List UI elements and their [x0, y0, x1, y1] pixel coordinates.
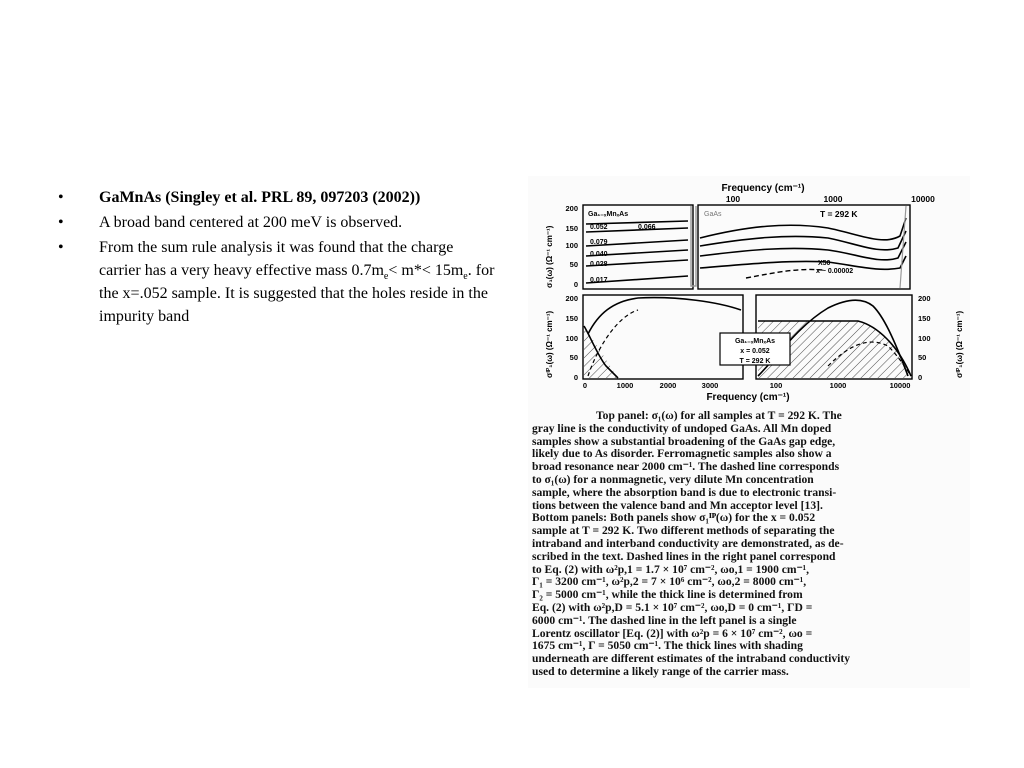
y-tick: 0	[918, 373, 923, 382]
y-tick: 50	[569, 260, 578, 269]
y-tick: 150	[918, 314, 931, 323]
caption-line: used to determine a likely range of the carrier mass.	[532, 664, 789, 678]
caption-line: Eq. (2) with ω²p,D = 5.1 × 10⁷ cm⁻², ωo,D = 0 cm⁻¹, ΓD =	[532, 600, 813, 614]
x-tick: 10000	[889, 381, 911, 390]
caption-line: 6000 cm⁻¹. The dashed line in the left panel is a single	[532, 613, 797, 627]
sum-rule-part-2: < m*< 15m	[388, 262, 464, 279]
sample-label-0040: 0.040	[590, 251, 608, 258]
top-axis-tick: 1000	[823, 194, 843, 204]
y-tick: 200	[565, 204, 578, 213]
legend-line-3: T = 292 K	[739, 358, 771, 365]
y-tick: 50	[569, 353, 578, 362]
caption-line: to Eq. (2) with ω²p,1 = 1.7 × 10⁷ cm⁻², ωo,1 = 1900 cm⁻¹,	[532, 562, 810, 576]
sample-label-0052: 0.052	[590, 224, 608, 231]
bullet-text-sum-rule	[99, 236, 498, 328]
bullet-marker: •	[58, 214, 64, 231]
bullet-item-1	[58, 186, 498, 209]
sample-label-0028: 0.028	[590, 261, 608, 268]
dilute-label: x ~ 0.00002	[816, 268, 854, 275]
y-tick: 0	[573, 373, 578, 382]
x50-label: X50	[818, 260, 831, 267]
x-tick: 2000	[659, 381, 677, 390]
y-tick: 100	[565, 241, 578, 250]
caption-line: tions between the valence band and Mn acceptor level [13].	[532, 498, 823, 512]
y-axis-label-top: σ₁(ω) (Ω⁻¹ cm⁻¹)	[545, 225, 554, 288]
legend-line-1: Ga₁₋ₓMnₓAs	[734, 338, 776, 345]
gaas-label: GaAs	[704, 211, 722, 218]
y-tick: 100	[918, 334, 931, 343]
y-tick: 100	[565, 334, 578, 343]
top-right-curves	[700, 218, 906, 269]
top-right-panel-frame	[698, 205, 910, 289]
bullet-marker: •	[58, 239, 64, 256]
top-axis-tick: 100	[725, 194, 741, 204]
sum-rule-part-3: . for the x=.052 sample. It is suggested that the holes reside in the impurity band	[99, 262, 495, 325]
caption-line: 1675 cm⁻¹, Γ = 5050 cm⁻¹. The thick lines with shading	[532, 639, 803, 653]
y-tick: 50	[918, 353, 927, 362]
bottom-left-shading	[584, 326, 618, 378]
caption-line: likely due to As disorder. Ferromagnetic samples also show a	[532, 447, 832, 461]
y-tick: 150	[565, 314, 578, 323]
caption-line: sample, where the absorption band is due to electronic transi-	[532, 485, 837, 499]
y-axis-label-bottom-right: σᴵᴾ₁(ω) (Ω⁻¹ cm⁻¹)	[955, 310, 964, 378]
sum-rule-part-1: From the sum rule analysis it was found that the charge carrier has a very heavy effective mass 0.7m	[99, 239, 454, 279]
bullet-item-2	[58, 211, 498, 234]
caption-line: Top panel: σ₁(ω) for all samples at T = 292 K. The	[596, 409, 842, 422]
y-tick: 200	[565, 294, 578, 303]
bullet-text-citation: GaMnAs (Singley et al. PRL 89, 097203 (2002))	[99, 189, 421, 206]
caption-line: to σ₁(ω) for a nonmagnetic, very dilute Mn concentration	[532, 472, 814, 486]
caption-line: Lorentz oscillator [Eq. (2)] with ω²p = 6 × 10⁷ cm⁻², ωo =	[532, 626, 813, 640]
figure-caption	[532, 410, 966, 679]
caption-line: broad resonance near 2000 cm⁻¹. The dashed line corresponds	[532, 460, 840, 474]
caption-line: Γ₂ = 5000 cm⁻¹, while the thick line is determined from	[532, 588, 803, 602]
bullet-text-broad-band: A broad band centered at 200 meV is observed.	[99, 214, 403, 231]
subscript-e: e	[463, 271, 468, 283]
bottom-left-conductivity	[588, 298, 741, 334]
bullet-marker: •	[58, 189, 64, 206]
caption-line: scribed in the text. Dashed lines in the right panel correspond	[532, 549, 836, 563]
y-tick: 150	[565, 224, 578, 233]
bottom-axis-label: Frequency (cm⁻¹)	[706, 392, 790, 403]
bullet-list	[58, 186, 498, 330]
subscript-e: e	[383, 271, 389, 283]
top-axis-label: Frequency (cm⁻¹)	[721, 183, 805, 194]
sample-label-0066: 0.066	[638, 224, 656, 231]
x-tick: 100	[769, 381, 783, 390]
x-tick: 3000	[701, 381, 719, 390]
gaas-edge-gray	[900, 206, 906, 288]
sample-label-0017: 0.017	[590, 277, 608, 284]
sample-label-0079: 0.079	[590, 239, 608, 246]
y-tick: 200	[918, 294, 931, 303]
y-tick: 0	[573, 280, 578, 289]
top-left-title: Ga₁₋ₓMnₓAs	[588, 211, 629, 218]
temperature-label-top: T = 292 K	[820, 209, 858, 219]
dilute-dashed-curve	[746, 269, 823, 278]
caption-line: gray line is the conductivity of undoped GaAs. All Mn doped	[532, 421, 832, 435]
conductivity-plots	[528, 176, 970, 408]
caption-line: Γ₁ = 3200 cm⁻¹, ω²p,2 = 7 × 10⁶ cm⁻², ωo,2 = 8000 cm⁻¹,	[532, 575, 807, 589]
legend-line-2: x = 0.052	[740, 348, 770, 355]
x-tick: 0	[582, 381, 588, 390]
caption-line: sample at T = 292 K. Two different methods of separating the	[532, 524, 835, 538]
caption-line: underneath are different estimates of the intraband conductivity	[532, 652, 851, 666]
top-axis-tick: 10000	[911, 194, 935, 204]
caption-line: Bottom panels: Both panels show σ₁ᴵᴾ(ω) for the x = 0.052	[532, 511, 816, 525]
caption-line: samples show a substantial broadening of the GaAs gap edge,	[532, 434, 836, 448]
x-tick: 1000	[829, 381, 847, 390]
x-tick: 1000	[616, 381, 634, 390]
bullet-item-3	[58, 236, 498, 328]
caption-line: intraband and interband conductivity are demonstrated, as de-	[532, 536, 844, 550]
y-axis-label-bottom-left: σᴵᴾ₁(ω) (Ω⁻¹ cm⁻¹)	[545, 310, 554, 378]
